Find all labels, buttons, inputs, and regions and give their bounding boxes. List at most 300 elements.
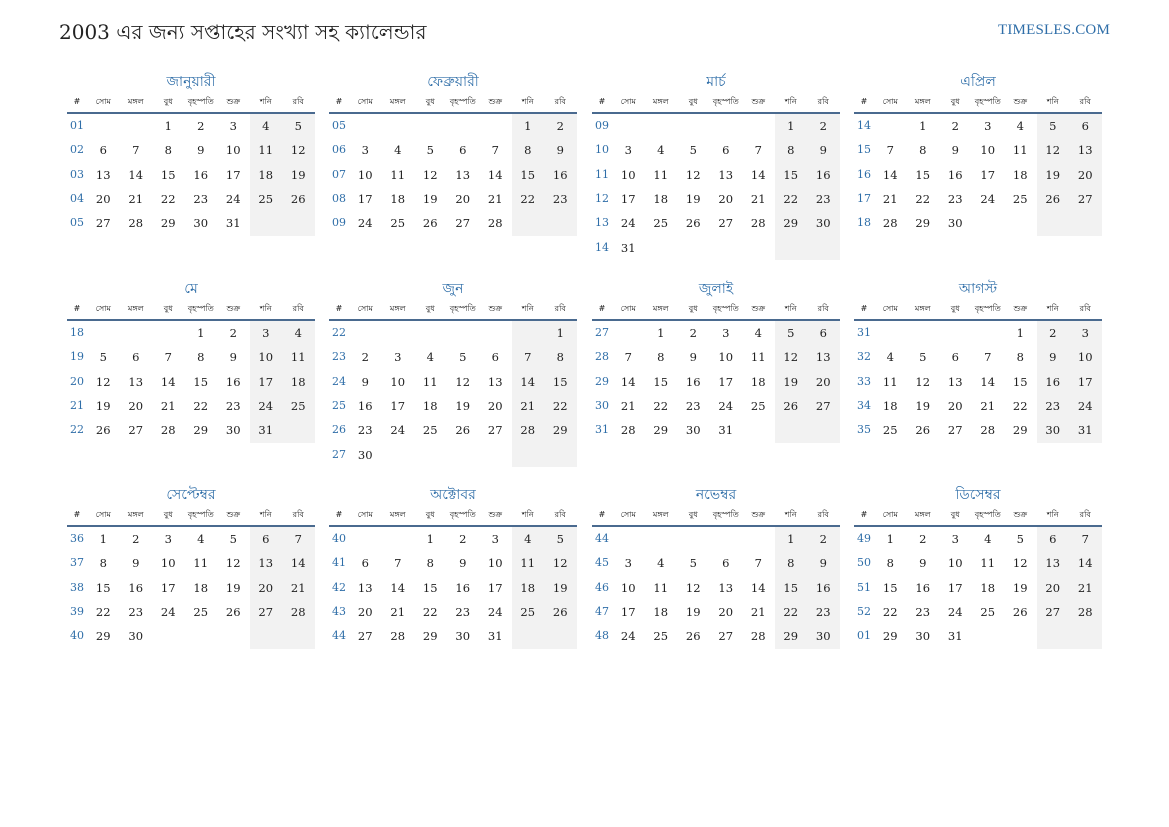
week-row [329,600,577,624]
month-title: সেপ্টেম্বর [166,487,216,503]
week-number: 27 [332,447,346,461]
week-row [329,576,577,600]
day-cell: 13 [1045,556,1061,571]
day-cell: 14 [882,167,898,182]
month-title: ফেব্রুয়ারী [427,74,479,90]
day-cell: 17 [980,167,996,182]
week-row [67,138,315,162]
weekday-header: বুধ [950,510,960,519]
week-row [592,138,840,162]
week-number: 48 [595,629,609,643]
day-cell: 25 [193,604,209,619]
weekday-header: বুধ [163,510,173,519]
week-number: 46 [595,580,609,594]
week-number: 13 [595,216,609,230]
day-cell: 16 [915,580,931,595]
day-cell: 7 [491,143,499,158]
day-cell: 5 [1049,119,1057,133]
day-cell: 25 [882,423,898,438]
day-cell: 12 [685,167,701,182]
weekday-header: মঙ্গল [652,97,669,106]
day-cell: 19 [783,374,799,389]
day-cell: 14 [128,167,144,182]
day-cell: 18 [653,191,669,206]
day-cell: 28 [390,629,406,644]
week-number: 21 [70,398,84,412]
day-cell: 20 [1077,167,1093,182]
day-cell: 14 [520,374,536,389]
weekday-header: সোম [357,510,373,519]
day-cell: 19 [685,604,701,619]
day-cell: 21 [750,604,766,619]
week-row [854,624,1102,648]
day-cell: 26 [422,216,438,231]
month-block [854,485,1102,649]
week-number-header: # [598,510,606,519]
day-cell: 27 [1077,191,1093,206]
day-cell: 4 [657,143,665,158]
weekday-header: মঙ্গল [389,304,406,313]
day-cell: 21 [882,191,898,206]
day-cell: 9 [819,556,827,571]
day-cell: 29 [160,216,176,231]
day-cell: 29 [783,216,799,231]
day-cell: 2 [951,119,959,133]
weekday-header: শুক্র [488,510,503,519]
day-cell: 11 [750,350,766,365]
weekday-header-row [67,505,315,527]
day-cell: 9 [1049,350,1057,365]
weekday-header: সোম [357,304,373,313]
day-cell: 31 [225,216,241,231]
day-cell: 4 [657,556,665,571]
day-cell: 5 [689,143,697,158]
week-row [329,114,577,138]
day-cell: 1 [426,532,434,546]
day-cell: 18 [882,398,898,413]
day-cell: 18 [520,580,536,595]
day-cell: 20 [718,604,734,619]
day-cell: 29 [882,629,898,644]
day-cell: 9 [132,556,140,571]
day-cell: 8 [524,143,532,158]
week-row [67,600,315,624]
day-cell: 19 [422,191,438,206]
day-cell: 3 [951,532,959,546]
week-row [67,345,315,369]
day-cell: 12 [455,374,471,389]
day-cell: 28 [160,423,176,438]
week-row [854,394,1102,418]
weekday-header: বৃহস্পতি [187,97,214,106]
month-block [854,72,1102,236]
day-cell: 4 [1016,119,1024,133]
day-cell: 2 [689,326,697,340]
day-cell: 21 [620,398,636,413]
day-cell: 11 [653,580,669,595]
day-cell: 28 [980,423,996,438]
day-cell: 16 [552,167,568,182]
week-number: 27 [595,326,609,339]
week-number: 34 [857,398,871,412]
site-link[interactable]: TIMESLES.COM [998,22,1110,38]
day-cell: 13 [947,374,963,389]
week-row [329,394,577,418]
week-row [854,551,1102,575]
day-cell: 20 [1045,580,1061,595]
week-row [329,418,577,442]
weekday-header: রবি [1079,510,1091,519]
day-cell: 7 [754,556,762,571]
month-title: অক্টোবর [430,487,476,503]
week-number: 14 [857,119,871,132]
weekday-header: বুধ [950,97,960,106]
day-cell: 22 [783,604,799,619]
day-cell: 26 [1012,604,1028,619]
weekday-header-row [329,505,577,527]
day-cell: 20 [947,398,963,413]
week-row [592,527,840,551]
day-cell: 12 [1045,143,1061,158]
day-cell: 17 [160,580,176,595]
day-cell: 22 [95,604,111,619]
week-number: 09 [332,216,346,230]
day-cell: 9 [197,143,205,158]
day-cell: 22 [520,191,536,206]
day-cell: 1 [524,119,532,133]
week-number: 04 [70,191,84,205]
day-cell: 16 [193,167,209,182]
weekday-header: শুক্র [751,97,766,106]
day-cell: 15 [1012,374,1028,389]
day-cell: 9 [361,374,369,389]
week-number: 16 [857,167,871,181]
day-cell: 16 [815,580,831,595]
day-cell: 21 [1077,580,1093,595]
week-number: 38 [70,580,84,594]
day-cell: 19 [1012,580,1028,595]
day-cell: 14 [750,580,766,595]
week-number-header: # [335,304,343,313]
day-cell: 13 [718,580,734,595]
day-cell: 7 [524,350,532,365]
day-cell: 9 [819,143,827,158]
month-block [592,72,840,260]
weekday-header-row [592,505,840,527]
day-cell: 25 [1012,191,1028,206]
day-cell: 7 [754,143,762,158]
day-cell: 12 [552,556,568,571]
day-cell: 6 [1081,119,1089,133]
weekday-header: রবি [554,97,566,106]
week-row [329,443,577,467]
week-row [592,345,840,369]
day-cell: 27 [718,216,734,231]
weekday-header: শনি [521,97,534,106]
day-cell: 18 [290,374,306,389]
week-row [329,138,577,162]
month-title: আগস্ট [958,281,998,297]
day-cell: 30 [815,216,831,231]
weekday-header: রবি [554,304,566,313]
day-cell: 19 [290,167,306,182]
day-cell: 3 [624,556,632,571]
day-cell: 11 [422,374,438,389]
week-number: 43 [332,604,346,618]
day-cell: 28 [620,423,636,438]
day-cell: 24 [718,398,734,413]
weekday-header-row [854,505,1102,527]
week-number: 42 [332,580,346,594]
day-cell: 23 [685,398,701,413]
month-block [67,279,315,443]
day-cell: 7 [164,350,172,365]
day-cell: 5 [1016,532,1024,546]
day-cell: 3 [1081,326,1089,340]
day-cell: 21 [520,398,536,413]
day-cell: 15 [160,167,176,182]
weekday-header: শুক্র [751,304,766,313]
day-cell: 17 [620,604,636,619]
weekday-header-row [592,92,840,114]
weekday-header-row [329,299,577,321]
week-row [67,211,315,235]
day-cell: 13 [95,167,111,182]
week-number: 23 [332,350,346,364]
day-cell: 10 [620,580,636,595]
day-cell: 11 [390,167,406,182]
week-row [854,114,1102,138]
weekday-header: মঙ্গল [914,510,931,519]
weekday-header-row [854,299,1102,321]
day-cell: 2 [197,119,205,133]
day-cell: 21 [128,191,144,206]
day-cell: 11 [193,556,209,571]
day-cell: 4 [394,143,402,158]
day-cell: 29 [552,423,568,438]
day-cell: 19 [455,398,471,413]
day-cell: 1 [787,532,795,546]
day-cell: 26 [455,423,471,438]
day-cell: 3 [984,119,992,133]
day-cell: 26 [95,423,111,438]
day-cell: 18 [1012,167,1028,182]
day-cell: 23 [815,191,831,206]
week-row [592,624,840,648]
day-cell: 6 [951,350,959,365]
day-cell: 13 [718,167,734,182]
day-cell: 16 [225,374,241,389]
week-number: 39 [70,604,84,618]
day-cell: 3 [361,143,369,158]
weekday-header: বুধ [688,304,698,313]
day-cell: 8 [197,350,205,365]
day-cell: 17 [258,374,274,389]
month-title: মে [184,281,198,297]
week-row [67,114,315,138]
week-number: 25 [332,398,346,412]
week-number: 51 [857,580,871,594]
weekday-header: বৃহস্পতি [187,510,214,519]
week-row [854,576,1102,600]
weekday-header: রবি [292,304,304,313]
day-cell: 11 [653,167,669,182]
day-cell: 1 [197,326,205,340]
weekday-header: রবি [817,97,829,106]
day-cell: 25 [520,604,536,619]
day-cell: 5 [294,119,302,133]
day-cell: 1 [164,119,172,133]
week-row [854,370,1102,394]
day-cell: 8 [99,556,107,571]
day-cell: 25 [290,398,306,413]
week-row [854,527,1102,551]
week-number: 20 [70,374,84,388]
day-cell: 13 [258,556,274,571]
month-title: নভেম্বর [695,487,737,503]
week-number: 29 [595,374,609,388]
month-title: এপ্রিল [960,74,996,90]
week-row [67,576,315,600]
day-cell: 20 [487,398,503,413]
day-cell: 2 [1049,326,1057,340]
day-cell: 8 [1016,350,1024,365]
day-cell: 18 [390,191,406,206]
day-cell: 26 [225,604,241,619]
day-cell: 30 [455,629,471,644]
day-cell: 22 [552,398,568,413]
day-cell: 11 [258,143,274,158]
day-cell: 24 [258,398,274,413]
day-cell: 22 [783,191,799,206]
day-cell: 1 [787,119,795,133]
month-block [329,485,577,649]
day-cell: 12 [422,167,438,182]
day-cell: 24 [487,604,503,619]
weekday-header: শনি [1046,304,1059,313]
day-cell: 29 [653,423,669,438]
week-number: 10 [595,143,609,157]
week-row [67,551,315,575]
week-row [67,624,315,648]
week-row [67,370,315,394]
week-number: 40 [332,532,346,545]
week-number: 05 [332,119,346,132]
day-cell: 22 [915,191,931,206]
month-title: জুন [442,281,464,297]
day-cell: 1 [556,326,564,340]
week-number: 22 [332,326,346,339]
day-cell: 27 [258,604,274,619]
day-cell: 28 [1077,604,1093,619]
week-row [67,163,315,187]
weekday-header: রবি [554,510,566,519]
week-number: 22 [70,423,84,437]
week-row [592,114,840,138]
week-row [67,418,315,442]
weekday-header: শুক্র [488,97,503,106]
day-cell: 17 [947,580,963,595]
day-cell: 23 [193,191,209,206]
day-cell: 6 [262,532,270,546]
week-number: 18 [70,326,84,339]
weekday-header: বুধ [425,510,435,519]
day-cell: 15 [653,374,669,389]
day-cell: 3 [624,143,632,158]
day-cell: 1 [657,326,665,340]
week-number: 44 [595,532,609,545]
weekday-header: বৃহস্পতি [712,510,739,519]
day-cell: 28 [750,216,766,231]
weekday-header: শনি [259,304,272,313]
day-cell: 26 [915,423,931,438]
day-cell: 17 [1077,374,1093,389]
week-row [67,187,315,211]
weekday-header: শুক্র [226,97,241,106]
day-cell: 22 [882,604,898,619]
day-cell: 20 [357,604,373,619]
day-cell: 4 [197,532,205,546]
weekday-header: শুক্র [226,304,241,313]
weekday-header: শনি [784,304,797,313]
day-cell: 3 [491,532,499,546]
week-number: 18 [857,216,871,230]
week-row [329,163,577,187]
month-title: মার্চ [706,74,726,90]
week-row [329,321,577,345]
day-cell: 27 [128,423,144,438]
weekday-header: মঙ্গল [914,304,931,313]
week-number-header: # [335,97,343,106]
day-cell: 28 [520,423,536,438]
day-cell: 10 [620,167,636,182]
day-cell: 18 [980,580,996,595]
weekday-header: সোম [95,304,111,313]
day-cell: 16 [357,398,373,413]
day-cell: 12 [1012,556,1028,571]
day-cell: 24 [980,191,996,206]
day-cell: 5 [99,350,107,365]
weekday-header: বুধ [163,97,173,106]
day-cell: 11 [290,350,306,365]
day-cell: 5 [689,556,697,571]
weekday-header: সোম [620,97,636,106]
day-cell: 10 [390,374,406,389]
day-cell: 4 [886,350,894,365]
week-row [329,551,577,575]
week-row [854,211,1102,235]
week-row [854,187,1102,211]
day-cell: 15 [193,374,209,389]
day-cell: 30 [225,423,241,438]
day-cell: 13 [1077,143,1093,158]
day-cell: 2 [459,532,467,546]
day-cell: 30 [915,629,931,644]
day-cell: 28 [882,216,898,231]
day-cell: 10 [487,556,503,571]
week-number: 03 [70,167,84,181]
day-cell: 20 [455,191,471,206]
day-cell: 18 [258,167,274,182]
week-row [854,345,1102,369]
day-cell: 17 [487,580,503,595]
day-cell: 10 [947,556,963,571]
day-cell: 8 [886,556,894,571]
day-cell: 21 [160,398,176,413]
day-cell: 14 [160,374,176,389]
week-number: 36 [70,532,84,545]
day-cell: 25 [653,629,669,644]
